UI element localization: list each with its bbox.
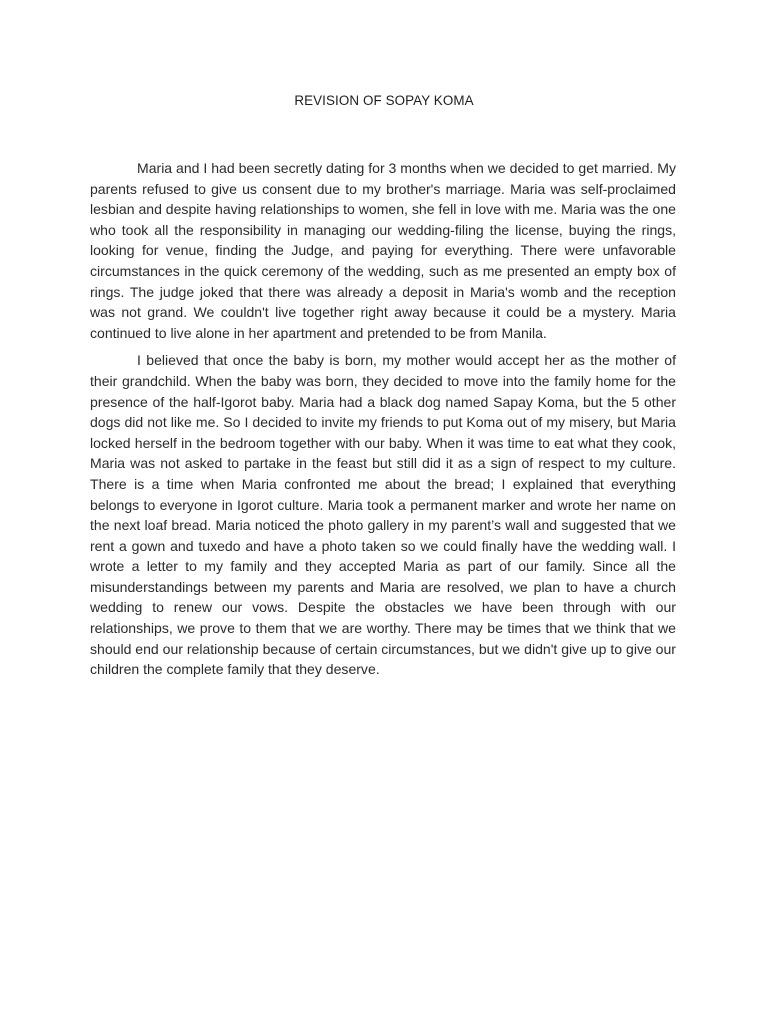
paragraph-1: Maria and I had been secretly dating for 3 months when we decided to get married. My parents refused to give us consent due to my brother's marriage. Maria was self-proclaimed lesbian and despite having relationships to women, she fell in love with me. Maria was the one who took all the responsibility in managing our wedding-filing the license, buying the rings, looking for venue, finding the Judge, and paying for everything. There were unfavorable circumstances in the quick ceremony of the wedding, such as me presented an empty box of rings. The judge joked that there was already a deposit in Maria's womb and the reception was not grand. We couldn't live together right away because it could be a mystery. Maria continued to live alone in her apartment and pretended to be from Manila. [90, 160, 676, 341]
paragraph-2: I believed that once the baby is born, my mother would accept her as the mother of their grandchild. When the baby was born, they decided to move into the family home for the presence of the half-Igorot baby. Maria had a black dog named Sapay Koma, but the 5 other dogs did not like me. So I decided to invite my friends to put Koma out of my misery, but Maria locked herself in the bedroom together with our baby. When it was time to eat what they cook, Maria was not asked to partake in the feast but still did it as a sign of respect to my culture. There is a time when Maria confronted me about the bread; I explained that everything belongs to everyone in Igorot culture. Maria took a permanent marker and wrote her name on the next loaf bread. Maria noticed the photo gallery in my parent’s wall and suggested that we rent a gown and tuxedo and have a photo taken so we could finally have the wedding wall. I wrote a letter to my family and they accepted Maria as part of our family. Since all the misunderstandings between my parents and Maria are resolved, we plan to have a church wedding to renew our vows. Despite the obstacles we have been through with our relationships, we prove to them that we are worthy. There may be times that we think that we should end our relationship because of certain circumstances, but we didn't give up to give our children the complete family that they deserve. [90, 352, 676, 678]
document-body [90, 158, 676, 680]
document-title: REVISION OF SOPAY KOMA [294, 93, 474, 108]
